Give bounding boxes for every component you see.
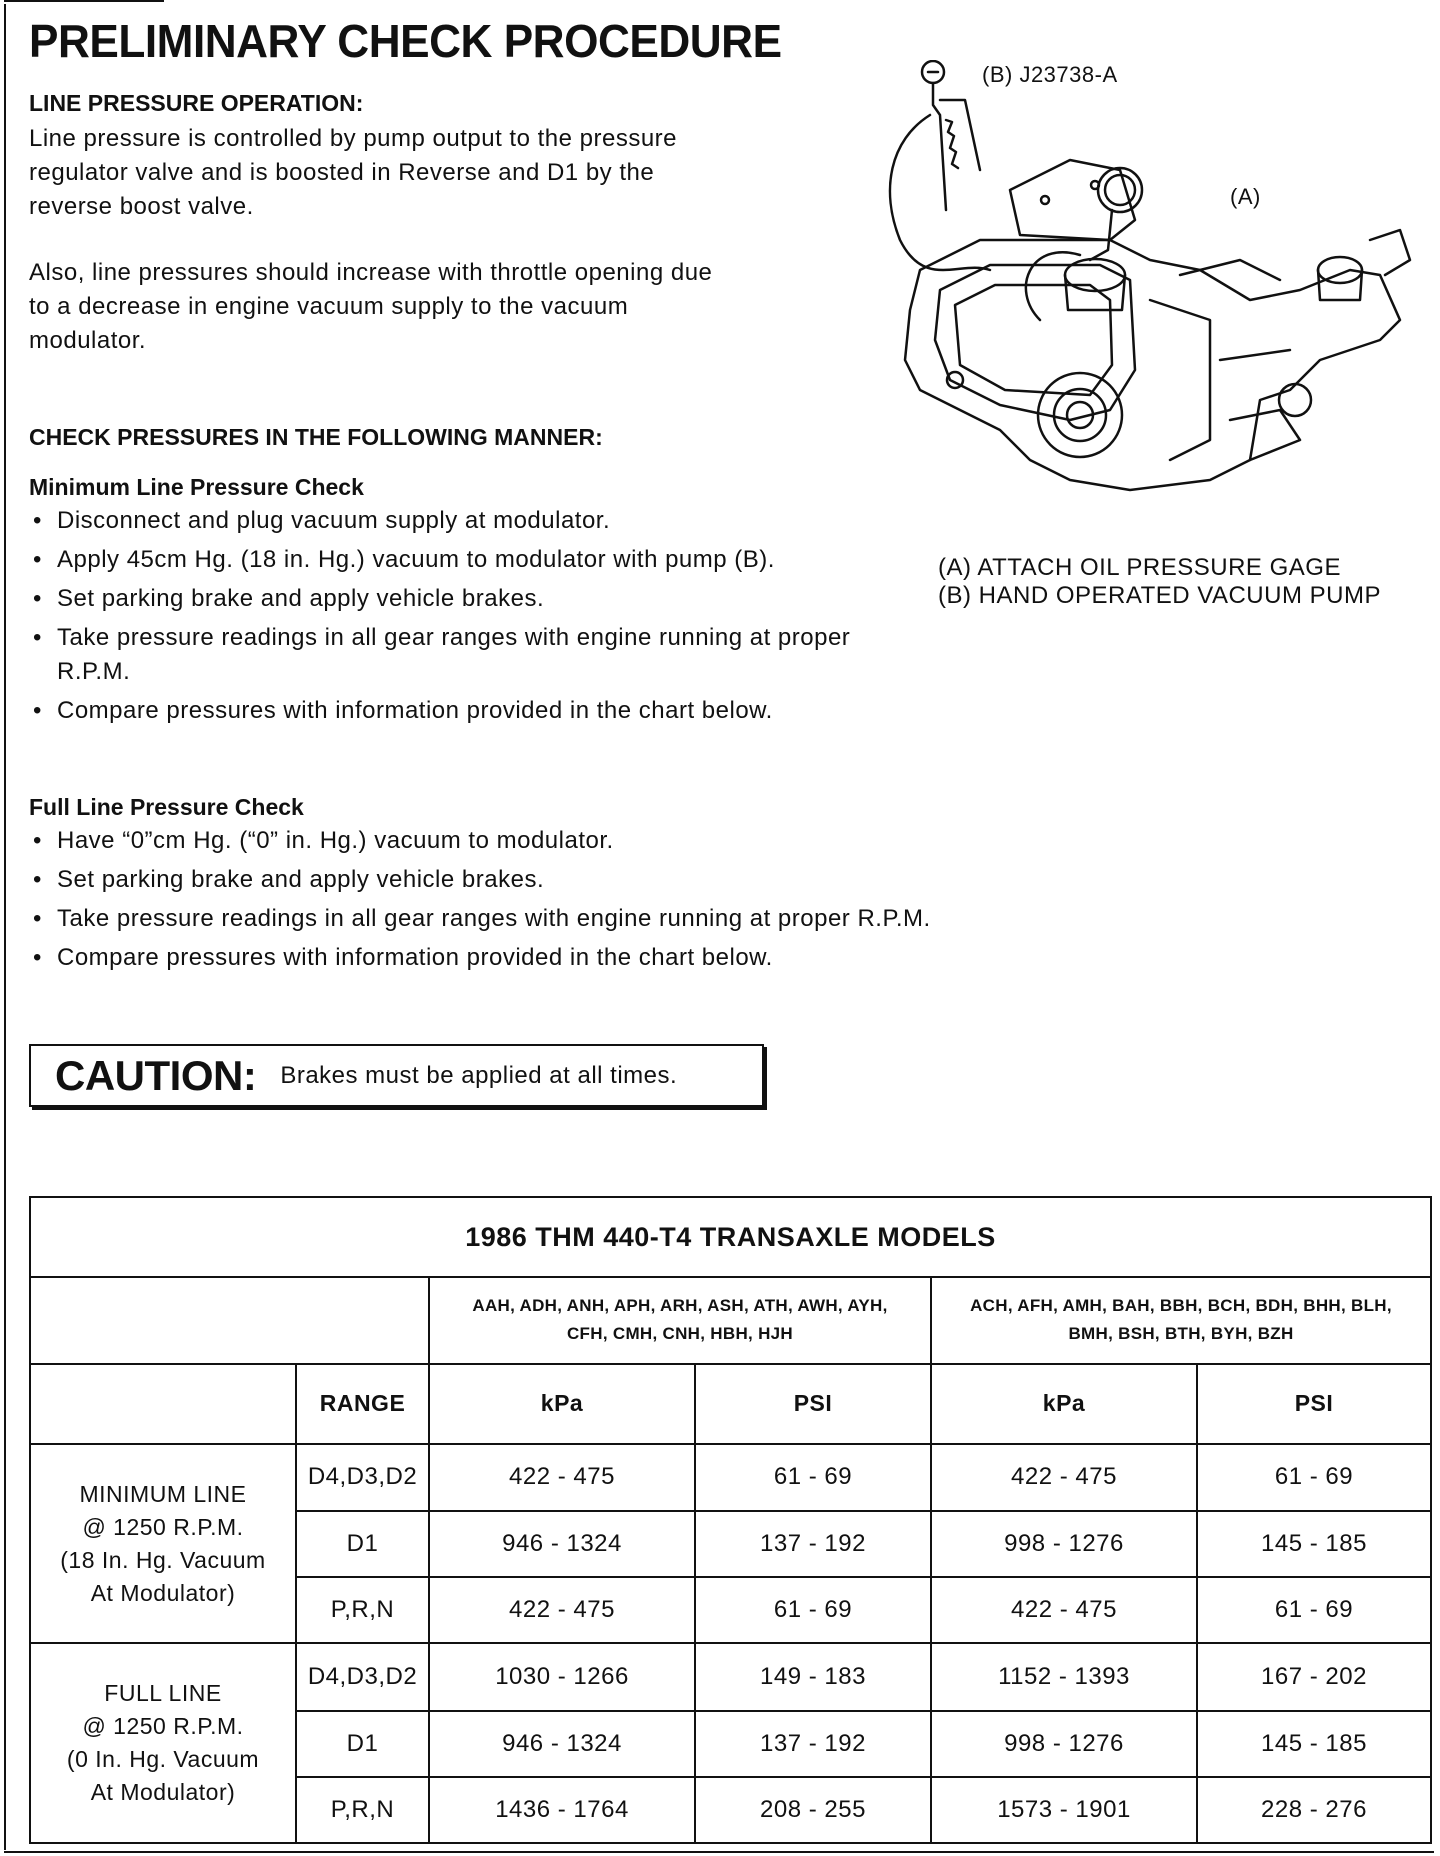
kpa-cell: 946 - 1324 — [429, 1711, 695, 1777]
list-item: • Set parking brake and apply vehicle brakes. — [29, 582, 929, 616]
list-item: • Have “0”cm Hg. (“0” in. Hg.) vacuum to modulator. — [29, 824, 1229, 858]
table-row — [30, 1444, 1431, 1511]
caption-a: (A) ATTACH OIL PRESSURE GAGE — [938, 554, 1341, 581]
models-group-1: AAH, ADH, ANH, APH, ARH, ASH, ATH, AWH, AYH, CFH, CMH, CNH, HBH, HJH — [429, 1277, 931, 1363]
label-line: MINIMUM LINE — [79, 1480, 247, 1507]
text-line: modulator. — [29, 327, 147, 354]
page-title: PRELIMINARY CHECK PROCEDURE — [29, 15, 782, 67]
column-header-row — [30, 1364, 1431, 1444]
psi-cell: 61 - 69 — [695, 1577, 931, 1643]
kpa-cell: 998 - 1276 — [931, 1511, 1197, 1577]
callout-a: (A) — [1230, 184, 1261, 209]
full-check-steps — [29, 824, 1229, 980]
range-cell: P,R,N — [296, 1777, 429, 1843]
col-range: RANGE — [296, 1364, 429, 1444]
list-item: • Take pressure readings in all gear ranges with engine running at proper R.P.M. — [29, 621, 897, 689]
psi-cell: 149 - 183 — [695, 1643, 931, 1710]
label-line: (0 In. Hg. Vacuum — [66, 1746, 260, 1773]
list-item: • Compare pressures with information provided in the chart below. — [29, 694, 929, 728]
psi-cell: 137 - 192 — [695, 1511, 931, 1577]
transaxle-illustration — [880, 60, 1420, 550]
kpa-cell: 946 - 1324 — [429, 1511, 695, 1577]
label-line: @ 1250 R.P.M. — [82, 1713, 244, 1740]
range-cell: D1 — [296, 1511, 429, 1577]
models-row — [30, 1277, 1431, 1363]
models-corner-cell — [30, 1277, 429, 1363]
kpa-cell: 422 - 475 — [931, 1444, 1197, 1511]
models-group-2: ACH, AFH, AMH, BAH, BBH, BCH, BDH, BHH, BLH, BMH, BSH, BTH, BYH, BZH — [931, 1277, 1431, 1363]
list-item: • Take pressure readings in all gear ranges with engine running at proper R.P.M. — [29, 902, 1229, 936]
page-border — [4, 4, 6, 1850]
top-rule — [4, 0, 164, 2]
bottom-rule — [4, 1851, 1434, 1853]
label-line: At Modulator) — [90, 1579, 236, 1606]
list-item: • Apply 45cm Hg. (18 in. Hg.) vacuum to modulator with pump (B). — [29, 543, 817, 577]
caution-label: CAUTION: — [55, 1051, 257, 1099]
range-cell: P,R,N — [296, 1577, 429, 1643]
table-title-row — [30, 1197, 1431, 1277]
full-check-heading: Full Line Pressure Check — [29, 794, 304, 820]
psi-cell: 61 - 69 — [1197, 1444, 1431, 1511]
psi-cell: 137 - 192 — [695, 1711, 931, 1777]
psi-cell: 61 - 69 — [1197, 1577, 1431, 1643]
minimum-check-steps — [29, 504, 929, 733]
caption-b: (B) HAND OPERATED VACUUM PUMP — [938, 582, 1381, 609]
kpa-cell: 1436 - 1764 — [429, 1777, 695, 1843]
minimum-check-heading: Minimum Line Pressure Check — [29, 474, 364, 500]
kpa-cell: 1152 - 1393 — [931, 1643, 1197, 1710]
psi-cell: 208 - 255 — [695, 1777, 931, 1843]
caution-text: Brakes must be applied at all times. — [280, 1061, 678, 1089]
line-pressure-heading: LINE PRESSURE OPERATION: — [29, 90, 364, 116]
minimum-line-label — [30, 1444, 296, 1644]
full-line-label — [30, 1643, 296, 1843]
pressure-spec-table — [29, 1196, 1432, 1844]
col-kpa-2: kPa — [931, 1364, 1197, 1444]
callout-b: (B) J23738-A — [982, 62, 1118, 87]
text-line: to a decrease in engine vacuum supply to the vacuum — [29, 293, 629, 320]
line-pressure-paragraph-2 — [29, 256, 879, 358]
list-item: • Compare pressures with information provided in the chart below. — [29, 941, 1229, 975]
check-pressures-heading: CHECK PRESSURES IN THE FOLLOWING MANNER: — [29, 424, 603, 450]
psi-cell: 145 - 185 — [1197, 1511, 1431, 1577]
psi-cell: 167 - 202 — [1197, 1643, 1431, 1710]
label-line: (18 In. Hg. Vacuum — [60, 1546, 266, 1573]
col-psi-1: PSI — [695, 1364, 931, 1444]
line-pressure-paragraph-1 — [29, 122, 859, 224]
text-line: Also, line pressures should increase with throttle opening due — [29, 259, 713, 286]
range-cell: D4,D3,D2 — [296, 1444, 429, 1511]
kpa-cell: 998 - 1276 — [931, 1711, 1197, 1777]
kpa-cell: 422 - 475 — [931, 1577, 1197, 1643]
text-line: Line pressure is controlled by pump output to the pressure — [29, 125, 678, 152]
label-line: @ 1250 R.P.M. — [82, 1513, 244, 1540]
label-line: At Modulator) — [90, 1779, 236, 1806]
kpa-cell: 1573 - 1901 — [931, 1777, 1197, 1843]
col-psi-2: PSI — [1197, 1364, 1431, 1444]
text-line: reverse boost valve. — [29, 193, 254, 220]
header-blank-cell — [30, 1364, 296, 1444]
kpa-cell: 422 - 475 — [429, 1444, 695, 1511]
range-cell: D4,D3,D2 — [296, 1643, 429, 1710]
table-row — [30, 1643, 1431, 1710]
range-cell: D1 — [296, 1711, 429, 1777]
psi-cell: 228 - 276 — [1197, 1777, 1431, 1843]
caution-box — [29, 1044, 764, 1107]
table-title: 1986 THM 440-T4 TRANSAXLE MODELS — [30, 1197, 1431, 1277]
col-kpa-1: kPa — [429, 1364, 695, 1444]
psi-cell: 61 - 69 — [695, 1444, 931, 1511]
label-line: FULL LINE — [104, 1680, 222, 1707]
kpa-cell: 1030 - 1266 — [429, 1643, 695, 1710]
text-line: regulator valve and is boosted in Reverse and D1 by the — [29, 159, 655, 186]
psi-cell: 145 - 185 — [1197, 1711, 1431, 1777]
list-item: • Disconnect and plug vacuum supply at modulator. — [29, 504, 929, 538]
list-item: • Set parking brake and apply vehicle brakes. — [29, 863, 1229, 897]
kpa-cell: 422 - 475 — [429, 1577, 695, 1643]
